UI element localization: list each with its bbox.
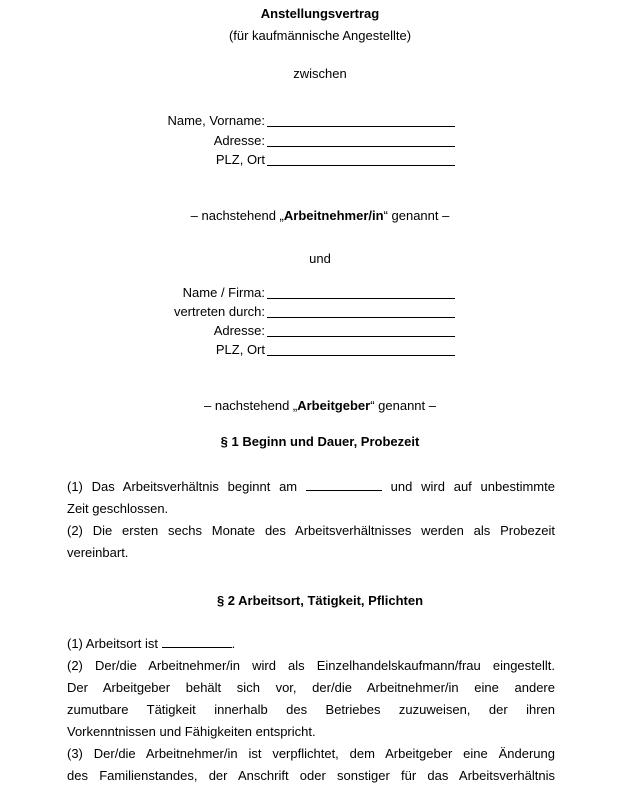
document-subtitle: (für kaufmännische Angestellte) — [228, 28, 412, 43]
employer-representative-label: vertreten durch: — [173, 304, 265, 319]
employee-name-line[interactable] — [267, 126, 455, 127]
section1-p2-line1: (2) Die ersten sechs Monate des Arbeitsverhältnisses werden als Probezeit — [67, 523, 555, 538]
employee-city-line[interactable] — [267, 165, 455, 166]
section2-line: (3) Der/die Arbeitnehmer/in ist verpflichtet, dem Arbeitgeber eine Änderung — [67, 746, 555, 761]
section1-p1-text-a: (1) Das Arbeitsverhältnis beginnt am — [67, 479, 298, 494]
employer-note-role: Arbeitgeber — [297, 398, 371, 413]
document-title: Anstellungsvertrag — [260, 6, 380, 21]
employee-note-role: Arbeitnehmer/in — [283, 208, 384, 223]
and-label: und — [309, 251, 331, 266]
employer-address-label: Adresse: — [213, 323, 265, 338]
employer-address-line[interactable] — [267, 336, 455, 337]
section2-line: des Familienstandes, der Anschrift oder sonstiger für das Arbeitsverhältnis — [67, 768, 555, 783]
employee-address-line[interactable] — [267, 146, 455, 147]
employer-role-note — [0, 398, 640, 413]
employee-note-suffix: “ genannt – — [383, 208, 450, 223]
section1-p1-text-b: und wird auf unbestimmte — [390, 479, 555, 494]
section2-line: zumutbare Tätigkeit innerhalb des Betriebes zuzuweisen, der ihren — [67, 702, 555, 717]
section2-p1-text-b: . — [231, 636, 236, 651]
section1-heading: § 1 Beginn und Dauer, Probezeit — [220, 434, 420, 449]
employee-city-label: PLZ, Ort — [215, 152, 265, 167]
section2-line: (2) Der/die Arbeitnehmer/in wird als Einzelhandelskaufmann/frau eingestellt. — [67, 658, 555, 673]
section2-line: Der Arbeitgeber behält sich vor, der/die Arbeitnehmer/in eine andere — [67, 680, 555, 695]
employer-city-label: PLZ, Ort — [215, 342, 265, 357]
between-label: zwischen — [293, 66, 347, 81]
employee-address-label: Adresse: — [213, 133, 265, 148]
employee-name-label: Name, Vorname: — [167, 113, 265, 128]
employee-note-prefix: – nachstehend „ — [190, 208, 284, 223]
employer-note-prefix: – nachstehend „ — [204, 398, 298, 413]
section1-p1-line2: Zeit geschlossen. — [67, 501, 169, 516]
section2-heading: § 2 Arbeitsort, Tätigkeit, Pflichten — [216, 593, 424, 608]
employee-role-note — [0, 208, 640, 223]
section2-p1 — [67, 633, 555, 655]
employer-city-line[interactable] — [267, 355, 455, 356]
employer-name-label: Name / Firma: — [182, 285, 265, 300]
section1-p1-line1 — [67, 476, 555, 498]
section2-line: Vorkenntnissen und Fähigkeiten entspricht. — [67, 724, 316, 739]
workplace-blank[interactable] — [162, 635, 232, 648]
employer-representative-line[interactable] — [267, 317, 455, 318]
start-date-blank[interactable] — [306, 478, 382, 491]
section2-body — [67, 633, 555, 787]
section2-p1-text-a: (1) Arbeitsort ist — [67, 636, 159, 651]
employer-note-suffix: “ genannt – — [370, 398, 436, 413]
section1-body — [67, 476, 555, 564]
section1-p2-line2: vereinbart. — [67, 545, 129, 560]
employer-name-line[interactable] — [267, 298, 455, 299]
